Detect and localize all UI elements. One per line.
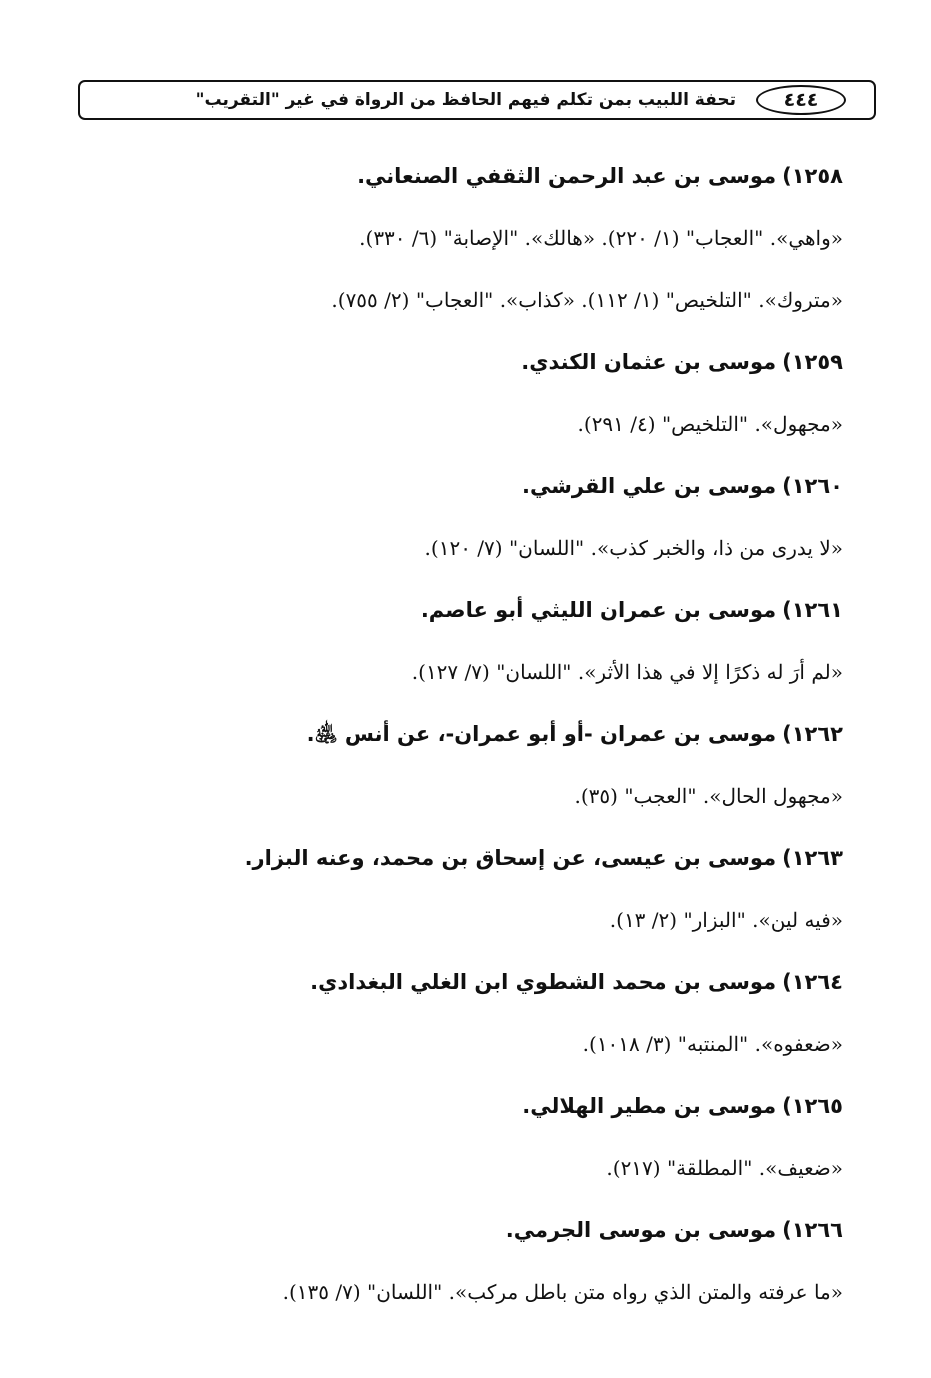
- note-line: «متروك». "التلخيص" (١/ ١١٢). «كذاب». "العجاب" (٢/ ٧٥٥).: [331, 288, 843, 312]
- entry-number: ١٢٥٩): [782, 350, 843, 374]
- note-line: «فيه لين». "البزار" (٢/ ١٣).: [609, 908, 843, 932]
- entry-number: ١٢٦٣): [782, 846, 843, 870]
- note-line: «واهي». "العجاب" (١/ ٢٢٠). «هالك». "الإصابة" (٦/ ٣٣٠).: [359, 226, 843, 250]
- note-line: «ما عرفته والمتن الذي رواه متن باطل مركب». "اللسان" (٧/ ١٣٥).: [282, 1280, 843, 1304]
- entry-number: ١٢٦٤): [782, 970, 843, 994]
- entry-text: موسى بن عمران -أو أبو عمران-، عن أنس ﵁.: [306, 722, 777, 746]
- entry-1262: [83, 703, 843, 765]
- note-line: «لا يدرى من ذا، والخبر كذب». "اللسان" (٧/ ١٢٠).: [424, 536, 843, 560]
- note-line: «ضعفوه». "المنتبه" (٣/ ١٠١٨).: [582, 1032, 843, 1056]
- note-line: «مجهول الحال». "العجب" (٣٥).: [574, 784, 843, 808]
- page-header: [78, 80, 876, 120]
- entry-text: موسى بن موسى الجرمي.: [505, 1218, 777, 1242]
- entry-text: موسى بن عمران الليثي أبو عاصم.: [420, 598, 777, 622]
- entry-number: ١٢٦٠): [782, 474, 843, 498]
- entry-1265: [83, 1075, 843, 1137]
- note-line: «لم أرَ له ذكرًا إلا في هذا الأثر». "اللسان" (٧/ ١٢٧).: [411, 660, 843, 684]
- entry-1264: [83, 951, 843, 1013]
- entry-1260: [83, 455, 843, 517]
- note-line: «ضعيف». "المطلقة" (٢١٧).: [606, 1156, 843, 1180]
- page-number: ٤٤٤: [756, 85, 846, 115]
- entry-text: موسى بن عبد الرحمن الثقفي الصنعاني.: [357, 164, 777, 188]
- entry-number: ١٢٦١): [782, 598, 843, 622]
- entry-number: ١٢٦٢): [782, 722, 843, 746]
- entry-number: ١٢٥٨): [782, 164, 843, 188]
- entry-text: موسى بن علي القرشي.: [522, 474, 777, 498]
- entry-text: موسى بن عيسى، عن إسحاق بن محمد، وعنه البزار.: [244, 846, 777, 870]
- entry-1266: [83, 1199, 843, 1261]
- entry-1261: [83, 579, 843, 641]
- running-title: تحفة اللبيب بمن تكلم فيهم الحافظ من الرواة في غير "التقريب": [195, 90, 736, 110]
- entry-1258: [83, 145, 843, 207]
- entry-1263: [83, 827, 843, 889]
- entry-number: ١٢٦٦): [782, 1218, 843, 1242]
- entry-text: موسى بن عثمان الكندي.: [521, 350, 777, 374]
- entry-number: ١٢٦٥): [782, 1094, 843, 1118]
- page-body: [83, 145, 843, 1323]
- note-line: «مجهول». "التلخيص" (٤/ ٢٩١).: [577, 412, 843, 436]
- entry-text: موسى بن مطير الهلالي.: [522, 1094, 777, 1118]
- entry-text: موسى بن محمد الشطوي ابن الغلي البغدادي.: [310, 970, 777, 994]
- entry-1259: [83, 331, 843, 393]
